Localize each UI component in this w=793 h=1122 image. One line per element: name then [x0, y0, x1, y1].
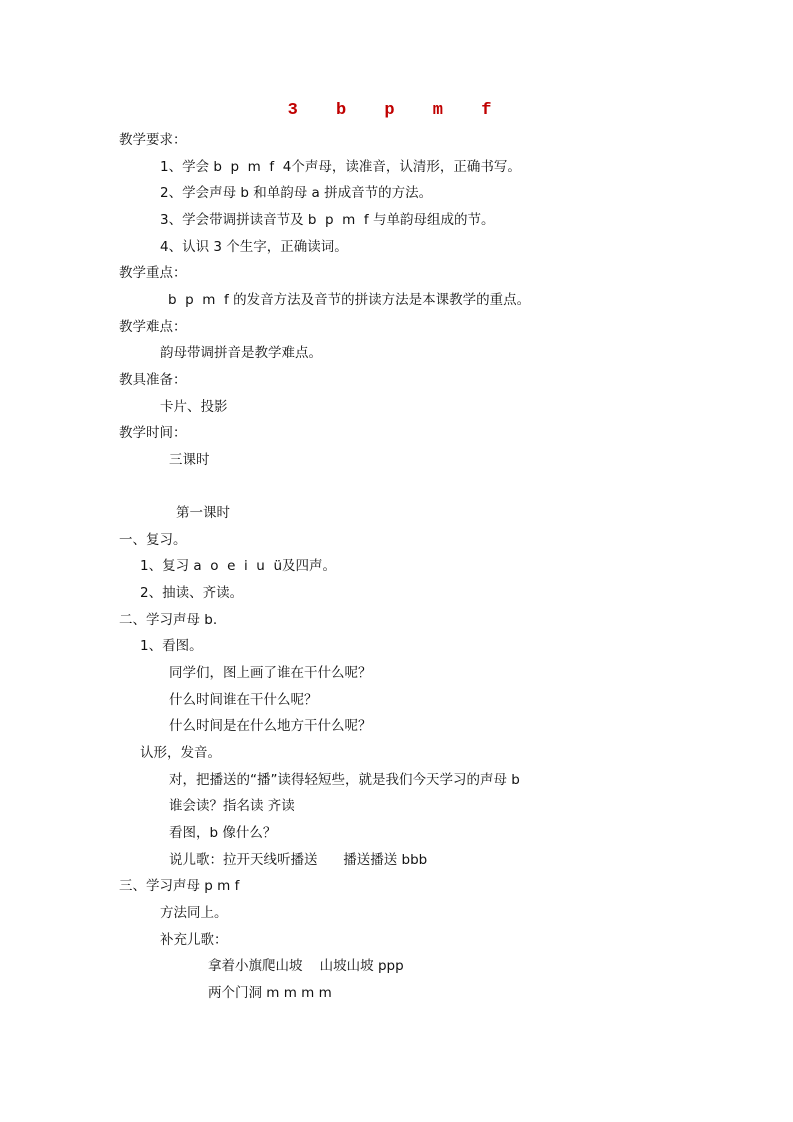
heading-teaching-aids: 教具准备： [119, 372, 187, 388]
supplementary-rhyme-heading: 补充儿歌： [160, 932, 228, 948]
teaching-focus-text: b p m f 的发音方法及音节的拼读方法是本课教学的重点。 [168, 292, 531, 308]
section-review: 一、复习。 [119, 532, 187, 548]
method-same: 方法同上。 [160, 905, 228, 921]
heading-teaching-time: 教学时间： [119, 425, 187, 441]
question-1: 同学们，图上画了谁在干什么呢？ [169, 665, 372, 681]
section-learn-b: 二、学习声母 b. [119, 612, 218, 628]
teaching-aids-text: 卡片、投影 [160, 399, 228, 415]
section-learn-pmf: 三、学习声母 p m f [119, 878, 240, 894]
heading-teaching-requirements: 教学要求： [119, 132, 187, 148]
teaching-time-text: 三课时 [169, 452, 210, 468]
question-3: 什么时间是在什么地方干什么呢？ [169, 718, 372, 734]
rhyme-m: 两个门洞 m m m m [208, 985, 332, 1001]
requirement-item-2: 2、学会声母 b 和单韵母 a 拼成音节的方法。 [160, 185, 433, 201]
learn-b-step-1: 1、看图。 [140, 638, 203, 654]
requirement-item-4: 4、认识 3 个生字，正确读词。 [160, 239, 348, 255]
reading-line: 谁会读？指名读 齐读 [169, 798, 295, 814]
review-item-1: 1、复习 a o e i u ü及四声。 [140, 558, 336, 574]
picture-question: 看图，b 像什么？ [169, 825, 277, 841]
lesson-heading: 第一课时 [176, 505, 230, 521]
teaching-difficulty-text: 韵母带调拼音是教学难点。 [160, 345, 322, 361]
document-title: 3 b p m f [287, 101, 506, 120]
explanation-line: 对，把播送的“播”读得轻短些，就是我们今天学习的声母 b [169, 772, 520, 788]
review-item-2: 2、抽读、齐读。 [140, 585, 244, 601]
question-2: 什么时间谁在干什么呢？ [169, 692, 318, 708]
heading-teaching-focus: 教学重点： [119, 265, 187, 281]
rhyme-p: 拿着小旗爬山坡 山坡山坡 ppp [208, 958, 404, 974]
nursery-rhyme-b: 说儿歌：拉开天线听播送 播送播送 bbb [169, 852, 428, 868]
requirement-item-1: 1、学会 b p m f 4个声母，读准音，认清形，正确书写。 [160, 159, 521, 175]
requirement-item-3: 3、学会带调拼读音节及 b p m f 与单韵母组成的节。 [160, 212, 495, 228]
shape-pronunciation: 认形，发音。 [140, 745, 221, 761]
heading-teaching-difficulty: 教学难点： [119, 319, 187, 335]
